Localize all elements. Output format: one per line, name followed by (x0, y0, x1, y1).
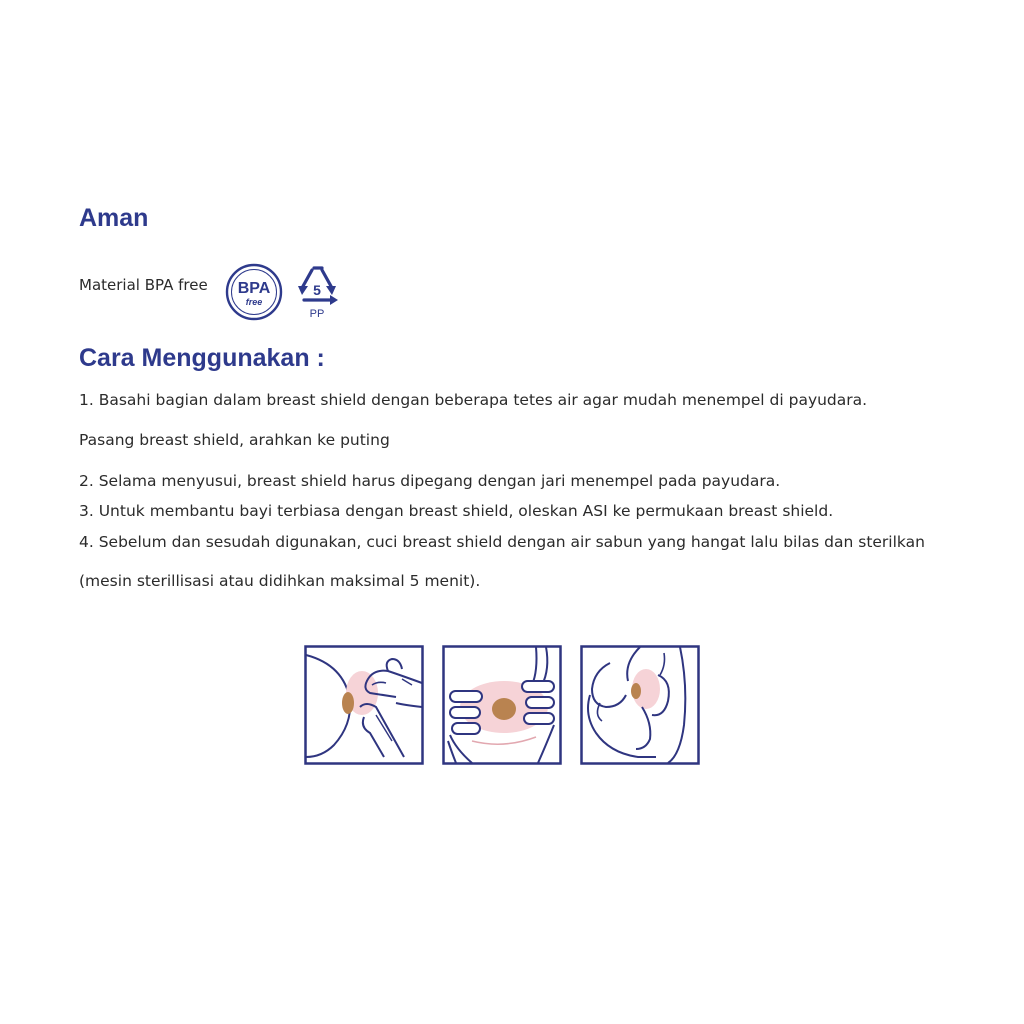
apply-breast-shield-illustration (304, 645, 424, 765)
bpa-badge-main-text: BPA (237, 280, 271, 297)
section-heading-aman: Aman (79, 204, 149, 232)
pp-badge-number: 5 (313, 282, 321, 298)
instruction-line: (mesin sterillisasi atau didihkan maksimal 5 menit). (79, 572, 481, 590)
breastfeeding-with-shield-illustration (580, 645, 700, 765)
instruction-line: Pasang breast shield, arahkan ke puting (79, 431, 390, 449)
instruction-line: 1. Basahi bagian dalam breast shield dengan beberapa tetes air agar mudah menempel di payudara. (79, 391, 868, 409)
material-row (79, 262, 379, 324)
instruction-line: 4. Sebelum dan sesudah digunakan, cuci breast shield dengan air sabun yang hangat lalu bilas dan sterilkan (79, 533, 925, 551)
pp-badge-label: PP (309, 308, 325, 320)
hold-breast-shield-illustration (442, 645, 562, 765)
material-label: Material BPA free (79, 276, 208, 294)
bpa-badge-sub-text: free (245, 297, 263, 307)
instruction-line: 3. Untuk membantu bayi terbiasa dengan breast shield, oleskan ASI ke permukaan breast shield. (79, 502, 834, 520)
instruction-line: 2. Selama menyusui, breast shield harus dipegang dengan jari menempel pada payudara. (79, 472, 781, 490)
recycle-pp-5-icon (292, 262, 342, 322)
bpa-free-badge-icon (224, 262, 284, 322)
usage-illustrations (304, 645, 704, 767)
section-heading-cara-menggunakan: Cara Menggunakan : (79, 344, 325, 372)
